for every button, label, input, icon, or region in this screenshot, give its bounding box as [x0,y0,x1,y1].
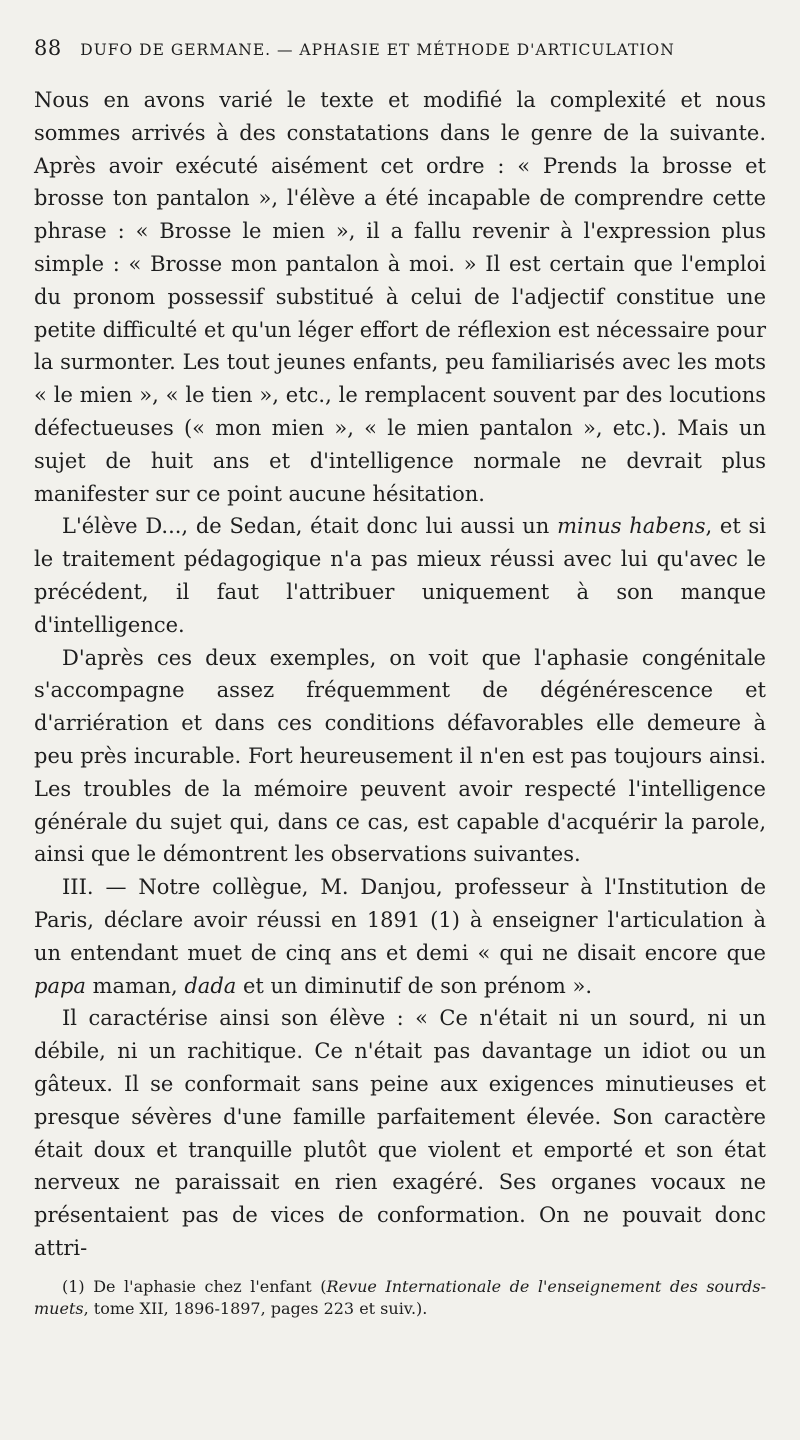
footnote-text: , tome XII, 1896-1897, pages 223 et suiv.). [83,1299,428,1318]
running-title: DUFO DE GERMANE. — APHASIE ET MÉTHODE D'ARTICULATION [80,41,675,59]
paragraph-text: III. — Notre collègue, M. Danjou, professeur à l'Institution de Paris, déclare avoir réussi en 1891 (1) à enseigner l'articulation à un entendant muet de cinq ans et demi « qui ne disait encore que [34,875,766,965]
paragraph [34,871,766,1002]
paragraph-text: maman, [85,973,185,998]
paragraph-text: , et si le traitement pédagogique n'a pas mieux réussi avec lui qu'avec le précédent, il faut l'attribuer uniquement à son manque d'intelligence. [34,514,766,637]
footnote-italic: Revue Internationale de l'enseignement des sourds-muets [34,1277,766,1318]
footnotes [34,1276,766,1320]
paragraph-text: Il caractérise ainsi son élève : « Ce n'était ni un sourd, ni un débile, ni un rachitique. Ce n'était pas davantage un idiot ou un gâteux. Il se conformait sans peine aux exigences minutieuses et presque sévères d'une famille parfaitement élevée. Son caractère était doux et tranquille plutôt que violent et emporté et son état nerveux ne paraissait en rien exagéré. Ses organes vocaux ne présentaient pas de vices de conformation. On ne pouvait donc attri- [34,1006,766,1260]
body-text [34,84,766,1265]
paragraph-text: Nous en avons varié le texte et modifié la complexité et nous sommes arrivés à des constatations dans le genre de la suivante. Après avoir exécuté aisément cet ordre : « Prends la brosse et brosse ton pantalon », l'élève a été incapable de comprendre cette phrase : « Brosse le mien », il a fallu revenir à l'expression plus simple : « Brosse mon pantalon à moi. » Il est certain que l'emploi du pronom possessif substitué à celui de l'adjectif constitue une petite difficulté et qu'un léger effort de réflexion est nécessaire pour la surmonter. Les tout jeunes enfants, peu familiarisés avec les mots « le mien », « le tien », etc., le remplacent souvent par des locutions défectueuses (« mon mien », « le mien pantalon », etc.). Mais un sujet de huit ans et d'intelligence normale ne devrait plus manifester sur ce point aucune hésitation. [34,88,766,506]
paragraph [34,642,766,872]
footnote [34,1276,766,1320]
page-number: 88 [34,36,62,60]
footnote-text: (1) De l'aphasie chez l'enfant ( [62,1277,327,1296]
paragraph [34,84,766,510]
paragraph-text: et un diminutif de son prénom ». [236,973,593,998]
paragraph-text: L'élève D..., de Sedan, était donc lui aussi un [62,514,558,539]
paragraph-text: D'après ces deux exemples, on voit que l'aphasie congénitale s'accompagne assez fréquemment de dégénérescence et d'arriération et dans ces conditions défavorables elle demeure à peu près incurable. Fort heureusement il n'en est pas toujours ainsi. Les troubles de la mémoire peuvent avoir respecté l'intelligence générale du sujet qui, dans ce cas, est capable d'acquérir la parole, ainsi que le démontrent les observations suivantes. [34,645,766,867]
paragraph [34,510,766,641]
italic-term: minus habens [557,514,706,539]
paragraph [34,1002,766,1264]
running-header [34,36,766,60]
italic-term: dada [184,973,237,998]
italic-term: papa [34,973,86,998]
